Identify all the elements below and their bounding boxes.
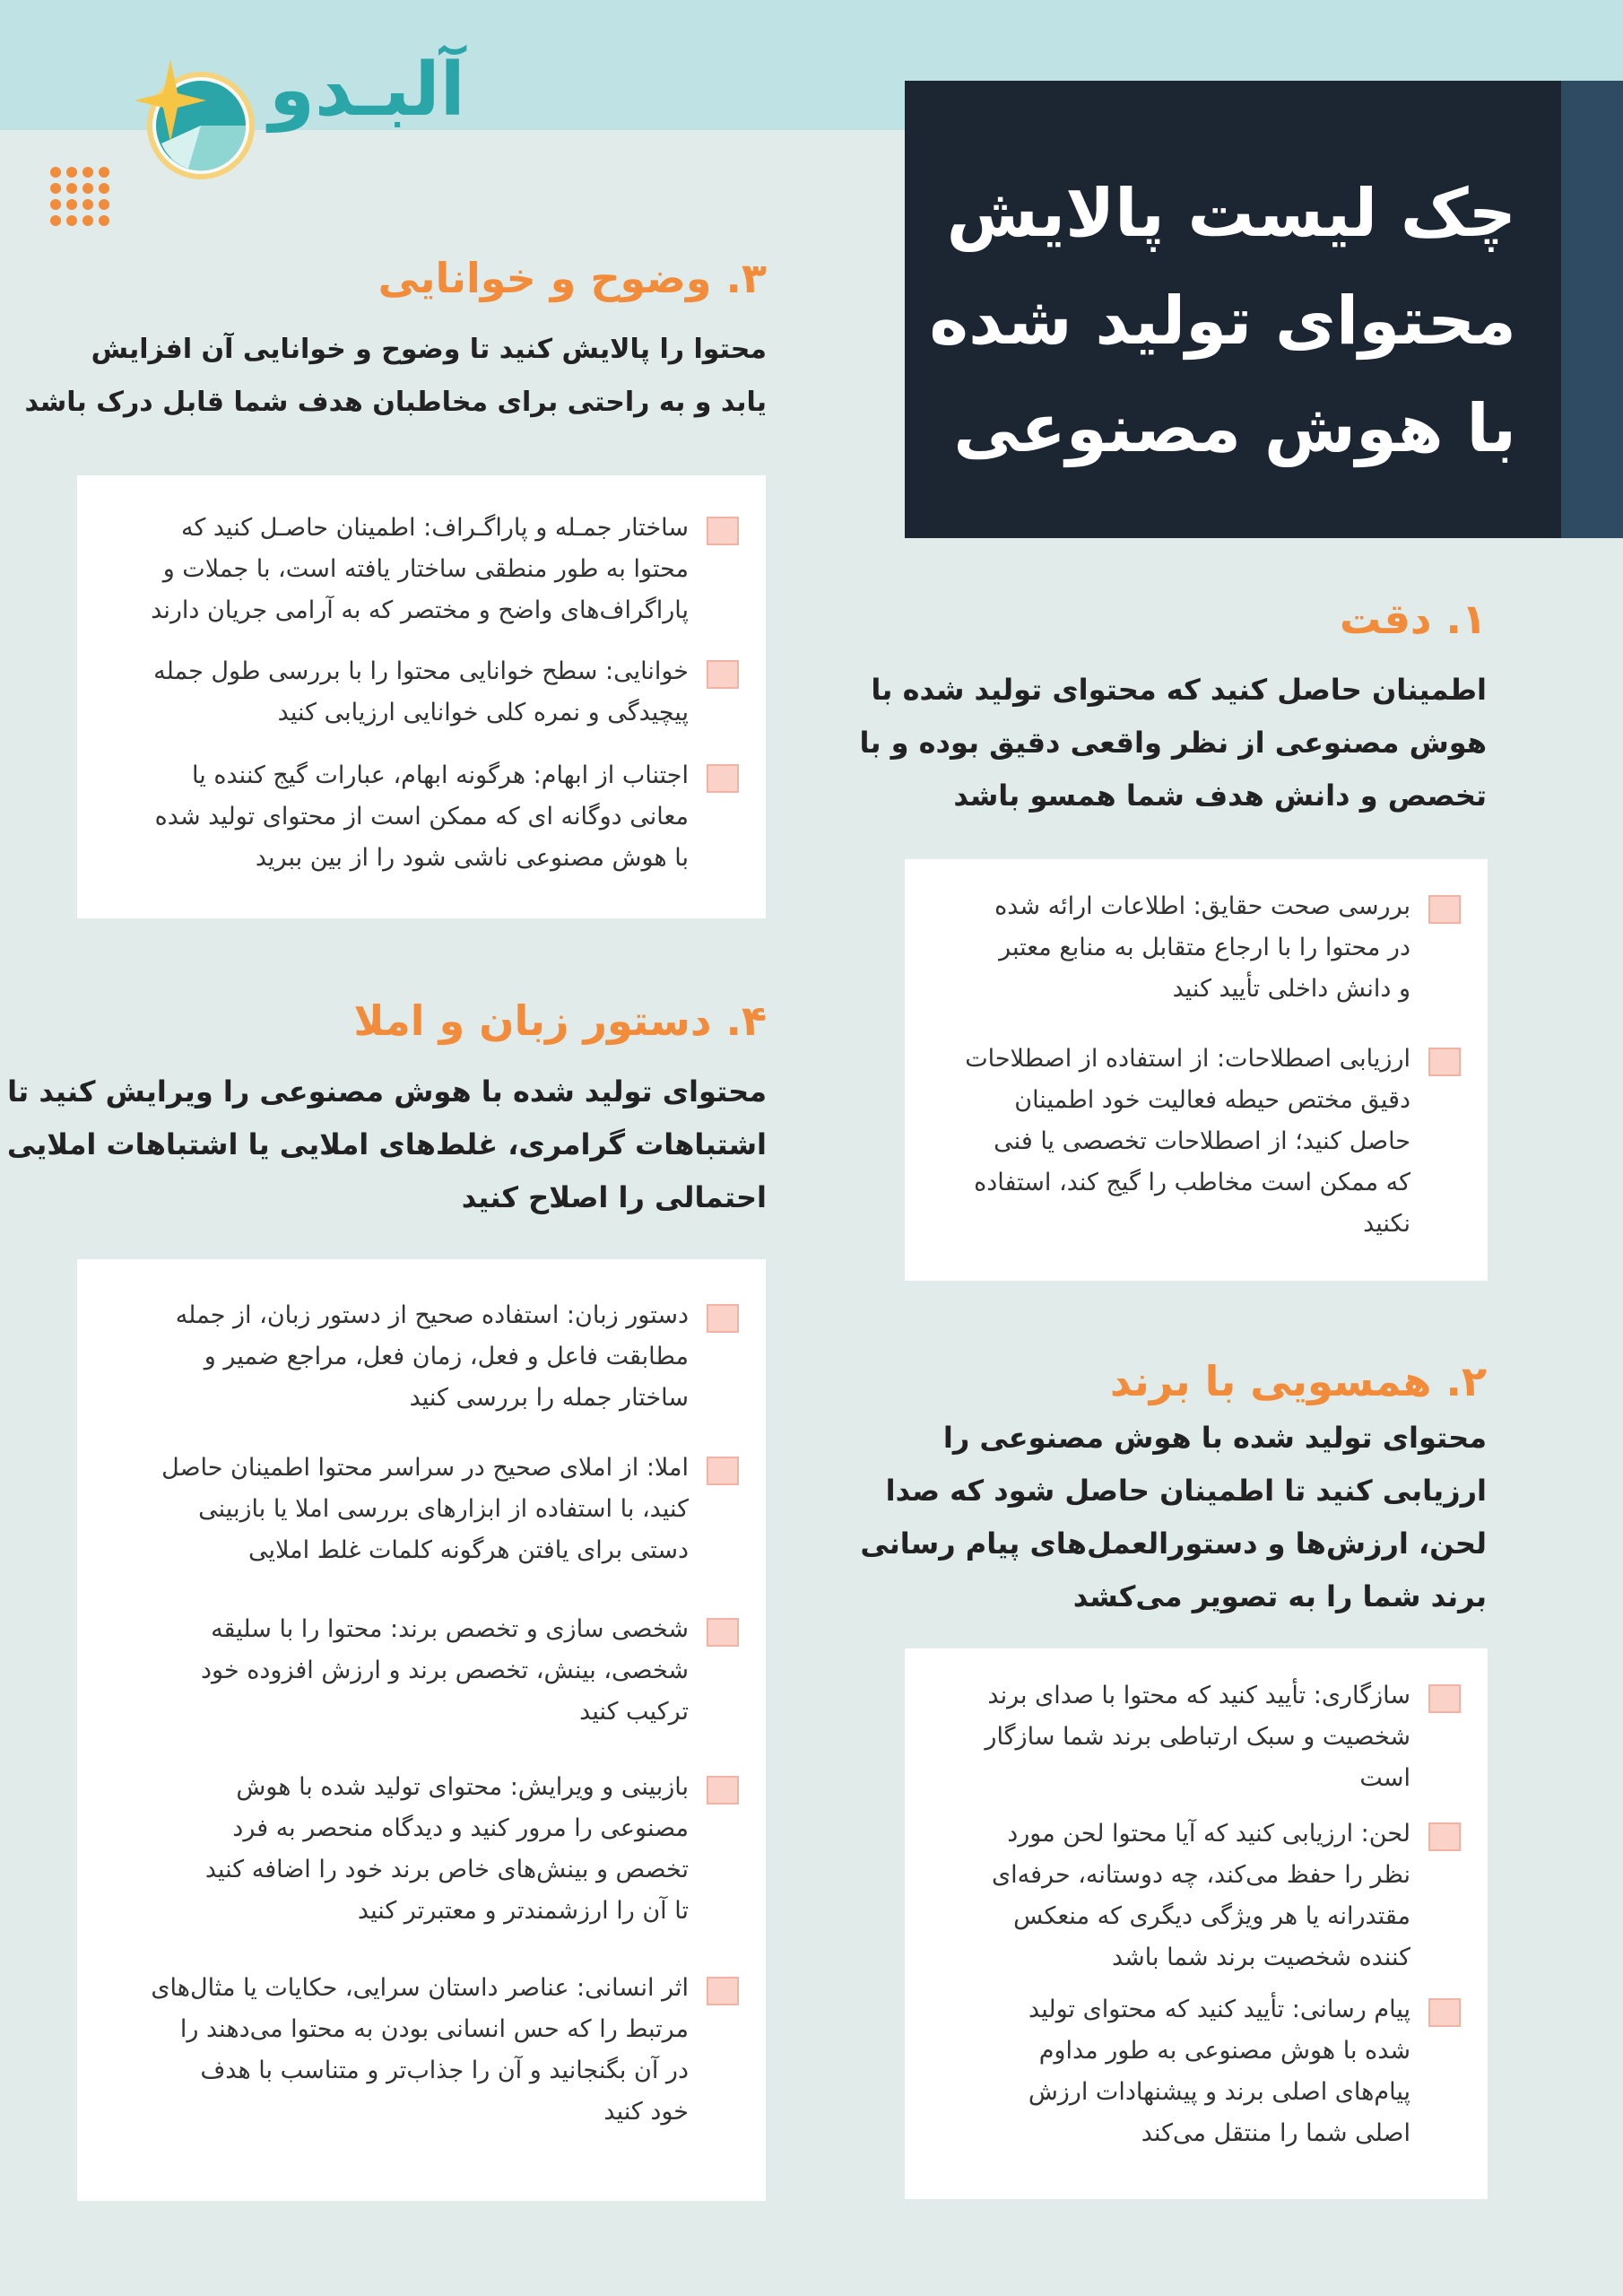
section-brand-alignment xyxy=(859,1356,1487,1623)
title-line: چک لیست پالایش xyxy=(946,175,1516,252)
section-accuracy xyxy=(859,594,1487,822)
checkbox-icon[interactable] xyxy=(1428,895,1461,924)
section-intro: محتوای تولید شده با هوش مصنوعی را ویرایش کنید تا اشتباهات گرامری، غلط‌های املایی یا اشتباهات املایی احتمالی را اصلاح کنید xyxy=(6,1074,767,1214)
checklist-item: املا: از املای صحیح در سراسر محتوا اطمینان حاصل کنید، با استفاده از ابزارهای بررسی املا یا بازبینی دستی برای یافتن هرگونه کلمات غلط املایی xyxy=(161,1448,739,1571)
checklist-item: بررسی صحت حقایق: اطلاعات ارائه شده در محتوا را با ارجاع متقابل به منابع معتبر و دانش داخلی تأیید کنید xyxy=(994,886,1461,1010)
checklist-item: ارزیابی اصطلاحات: از استفاده از اصطلاحات دقیق مختص حیطه فعالیت خود اطمینان حاصل کنید؛ از اصطلاحات تخصصی یا فنی که ممکن است مخاطب را گیج کند، استفاده نکنید xyxy=(965,1039,1461,1245)
section-title: ۳. وضوح و خوانایی xyxy=(378,254,767,302)
checkbox-icon[interactable] xyxy=(707,1618,739,1647)
section-grammar xyxy=(6,996,767,1224)
section-title: ۲. همسویی با برند xyxy=(1109,1357,1487,1405)
checkbox-icon[interactable] xyxy=(707,1304,739,1333)
section-title: ۴. دستور زبان و املا xyxy=(353,996,767,1045)
checklist-card-grammar xyxy=(77,1259,766,2201)
checklist-item: سازگاری: تأیید کنید که محتوا با صدای برند شخصیت و سبک ارتباطی برند شما سازگار است xyxy=(985,1675,1461,1799)
checkbox-icon[interactable] xyxy=(707,660,739,689)
checklist-item: خوانایی: سطح خوانایی محتوا را با بررسی طول جمله پیچیدگی و نمره کلی خوانایی ارزیابی کنید xyxy=(153,651,739,734)
section-intro: محتوا را پالایش کنید تا وضوح و خوانایی آن افزایش یابد و به راحتی برای مخاطبان هدف شما قابل درک باشد xyxy=(24,334,767,418)
page-title xyxy=(905,81,1561,538)
checklist-item: ساختار جمـله و پاراگـراف: اطمینان حاصـل کنید که محتوا به طور منطقی ساختار یافته است، با جملات و پاراگراف‌های واضح و مختصر که به آرامی جریان دارند xyxy=(151,508,739,631)
checkbox-icon[interactable] xyxy=(707,1977,739,2005)
checkbox-icon[interactable] xyxy=(707,1776,739,1805)
checkbox-icon[interactable] xyxy=(1428,1684,1461,1713)
checklist-card-clarity xyxy=(77,475,766,918)
checklist-card-brand xyxy=(905,1648,1488,2199)
checklist-item: اثر انسانی: عناصر داستان سرایی، حکایات یا مثال‌های مرتبط را که حس انسانی بودن به محتوا می‌دهند را در آن بگنجانید و آن را جذاب‌تر و متناسب با هدف خود کنید xyxy=(151,1968,739,2133)
section-intro: محتوای تولید شده با هوش مصنوعی را ارزیابی کنید تا اطمینان حاصل شود که صدا لحن، ارزش‌ها و دستورالعمل‌های پیام رسانی برند شما را به تصویر می‌کشد xyxy=(860,1421,1487,1613)
checklist-card-accuracy xyxy=(905,859,1488,1281)
checkbox-icon[interactable] xyxy=(707,517,739,545)
checklist-item: اجتناب از ابهام: هرگونه ابهام، عبارات گیج کننده یا معانی دوگانه ای که ممکن است از محتوای تولید شده با هوش مصنوعی ناشی شود را از بین ببرید xyxy=(155,755,739,879)
checklist-item: بازبینی و ویرایش: محتوای تولید شده با هوش مصنوعی را مرور کنید و دیدگاه منحصر به فرد تخصص و بینش‌های خاص برند خود را اضافه کنید تا آن را ارزشمندتر و معتبرتر کنید xyxy=(205,1767,739,1932)
checklist-item: پیام رسانی: تأیید کنید که محتوای تولید شده با هوش مصنوعی به طور مداوم پیام‌های اصلی برند و پیشنهادات ارزش اصلی شما را منتقل می‌کند xyxy=(1028,1989,1461,2154)
brand-logo-text: آلبـدو xyxy=(269,48,465,133)
checklist-item: لحن: ارزیابی کنید که آیا محتوا لحن مورد نظر را حفظ می‌کند، چه دوستانه، حرفه‌ای مقتدرانه یا هر ویژگی دیگری که منعکس کننده شخصیت برند شما باشد xyxy=(992,1813,1461,1979)
checkbox-icon[interactable] xyxy=(1428,1998,1461,2027)
section-clarity xyxy=(24,253,767,429)
checkbox-icon[interactable] xyxy=(1428,1822,1461,1851)
checklist-item: دستور زبان: استفاده صحیح از دستور زبان، از جمله مطابقت فاعل و فعل، زمان فعل، مراجع ضمیر و ساختار جمله را بررسی کنید xyxy=(176,1295,739,1419)
title-line: با هوش مصنوعی xyxy=(953,390,1516,467)
section-title: ۱. دقت xyxy=(1340,595,1487,643)
title-line: محتوای تولید شده xyxy=(929,283,1516,360)
title-accent-stripe xyxy=(1561,81,1623,538)
section-intro: اطمینان حاصل کنید که محتوای تولید شده با هوش مصنوعی از نظر واقعی دقیق بوده و با تخصص و دانش هدف شما همسو باشد xyxy=(859,673,1487,813)
decorative-dots-icon xyxy=(50,167,109,226)
checkbox-icon[interactable] xyxy=(1428,1048,1461,1076)
checklist-item: شخصی سازی و تخصص برند: محتوا را با سلیقه شخصی، بینش، تخصص برند و ارزش افزوده خود ترکیب کنید xyxy=(201,1609,739,1733)
checkbox-icon[interactable] xyxy=(707,764,739,793)
checkbox-icon[interactable] xyxy=(707,1457,739,1485)
